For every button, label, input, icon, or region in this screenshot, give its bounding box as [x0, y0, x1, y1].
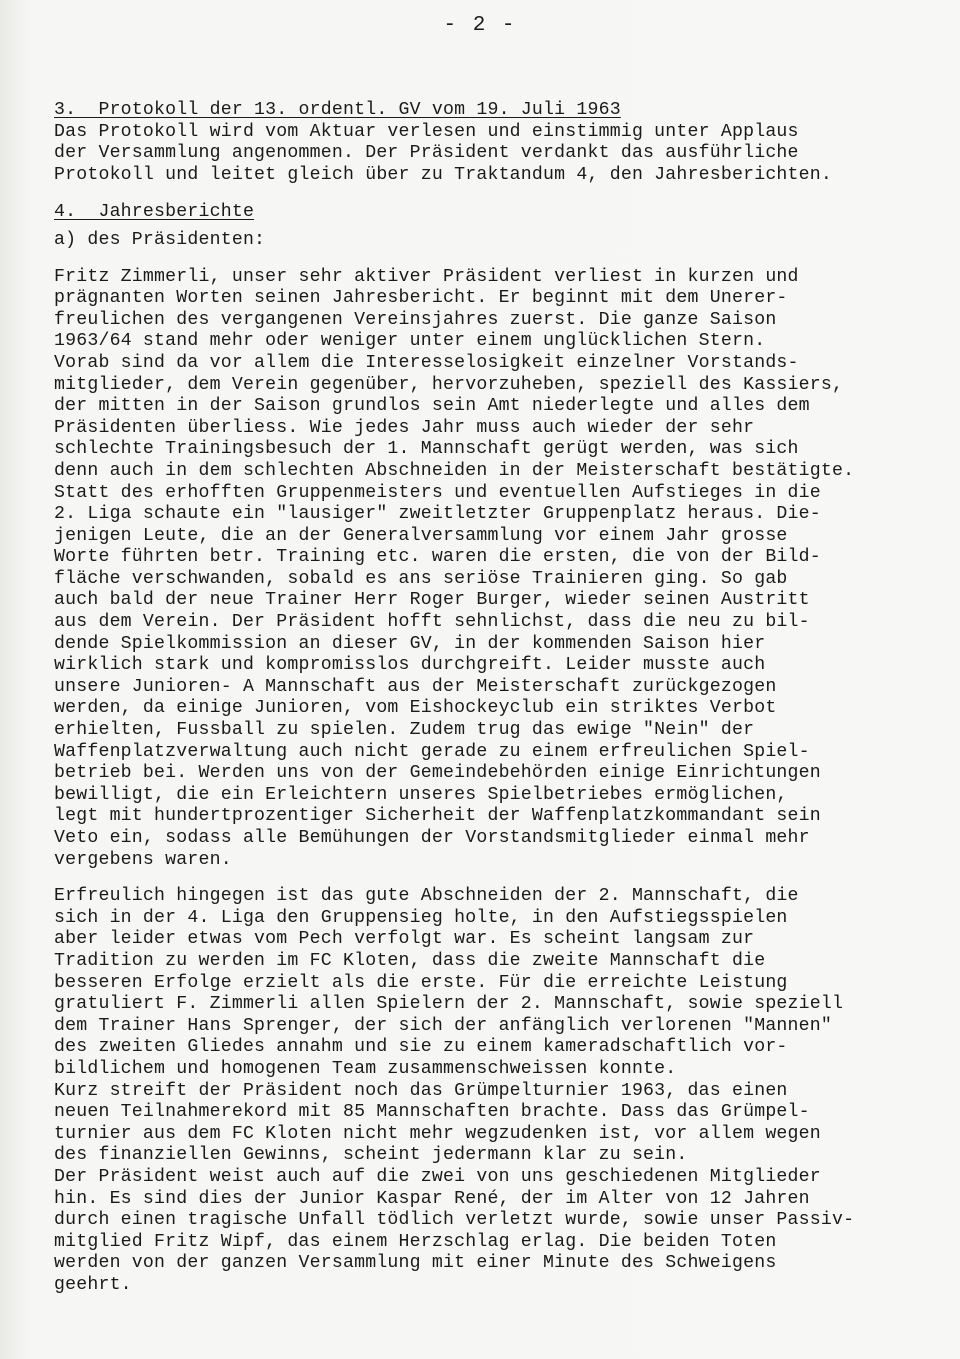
- text-line: Präsidenten überliess. Wie jedes Jahr muss auch wieder der sehr: [54, 417, 755, 438]
- text-line: dende Spielkommission an dieser GV, in der kommenden Saison hier: [54, 633, 766, 654]
- text-line: Protokoll und leitet gleich über zu Traktandum 4, den Jahresberichten.: [54, 164, 832, 185]
- text-line: legt mit hundertprozentiger Sicherheit der Waffenplatzkommandant sein: [54, 806, 821, 827]
- page-number: - 2 -: [443, 14, 517, 37]
- spacer: [54, 186, 944, 202]
- text-line: der Versammlung angenommen. Der Präsident verdankt das ausführliche: [54, 143, 799, 164]
- spacer: [54, 871, 944, 886]
- text-line: Statt des erhofften Gruppenmeisters und eventuellen Aufstieges in die: [54, 482, 821, 503]
- text-line: dem Trainer Hans Sprenger, der sich der anfänglich verlorenen "Mannen": [54, 1015, 832, 1036]
- text-line: der mitten in der Saison grundlos sein Amt niederlegte und alles dem: [54, 396, 810, 417]
- text-line: Worte führten betr. Training etc. waren die ersten, die von der Bild-: [54, 547, 821, 568]
- text-line: bildlichem und homogenen Team zusammenschweissen konnte.: [54, 1058, 677, 1079]
- text-line: mitglied Fritz Wipf, das einem Herzschlag erlag. Die beiden Toten: [54, 1231, 777, 1252]
- text-line: fläche verschwanden, sobald es ans seriöse Trainieren ging. So gab: [54, 568, 788, 589]
- section-4-subheading: a) des Präsidenten:: [54, 229, 266, 250]
- text-line: freulichen des vergangenen Vereinsjahres zuerst. Die ganze Saison: [54, 309, 777, 330]
- text-line: gratuliert F. Zimmerli allen Spielern der 2. Mannschaft, sowie speziell: [54, 994, 844, 1015]
- paragraph-1: [54, 267, 944, 872]
- text-line: wirklich stark und kompromisslos durchgreift. Leider musste auch: [54, 655, 766, 676]
- text-line: werden, da einige Junioren, vom Eishockeyclub ein striktes Verbot: [54, 698, 777, 719]
- text-line: hin. Es sind dies der Junior Kaspar René, der im Alter von 12 Jahren: [54, 1188, 810, 1209]
- text-line: auch bald der neue Trainer Herr Roger Burger, wieder seinen Austritt: [54, 590, 810, 611]
- text-line: des zweiten Gliedes annahm und sie zu einem kameradschaftlich vor-: [54, 1037, 788, 1058]
- text-line: Das Protokoll wird vom Aktuar verlesen und einstimmig unter Applaus: [54, 121, 799, 142]
- text-line: durch einen tragische Unfall tödlich verletzt wurde, sowie unser Passiv-: [54, 1210, 855, 1231]
- text-line: mitglieder, dem Verein gegenüber, hervorzuheben, speziell des Kassiers,: [54, 374, 844, 395]
- text-line: neuen Teilnahmerekord mit 85 Mannschaften brachte. Dass das Grümpel-: [54, 1102, 810, 1123]
- text-line: 2. Liga schaute ein "lausiger" zweitletzter Gruppenplatz heraus. Die-: [54, 504, 821, 525]
- document-body: [54, 100, 944, 1296]
- paragraph-2: [54, 886, 944, 1296]
- text-line: sich in der 4. Liga den Gruppensieg holte, in den Aufstiegsspielen: [54, 907, 788, 928]
- text-line: turnier aus dem FC Kloten nicht mehr wegzudenken ist, vor allem wegen: [54, 1123, 821, 1144]
- text-line: denn auch in dem schlechten Abschneiden in der Meisterschaft bestätigte.: [54, 460, 855, 481]
- section-3-text: [54, 122, 944, 187]
- text-line: erhielten, Fussball zu spielen. Zudem trug das ewige "Nein" der: [54, 720, 755, 741]
- text-line: jenigen Leute, die an der Generalversammlung vor einem Jahr grosse: [54, 525, 788, 546]
- text-line: besseren Erfolge erzielt als die erste. Für die erreichte Leistung: [54, 972, 788, 993]
- text-line: Tradition zu werden im FC Kloten, dass die zweite Mannschaft die: [54, 950, 766, 971]
- text-line: Waffenplatzverwaltung auch nicht gerade zu einem erfreulichen Spiel-: [54, 741, 810, 762]
- text-line: Kurz streift der Präsident noch das Grümpelturnier 1963, das einen: [54, 1080, 788, 1101]
- text-line: Fritz Zimmerli, unser sehr aktiver Präsident verliest in kurzen und: [54, 266, 799, 287]
- text-line: Veto ein, sodass alle Bemühungen der Vorstandsmitglieder einmal mehr: [54, 828, 810, 848]
- section-4-heading: 4. Jahresberichte: [54, 202, 255, 223]
- text-line: betrieb bei. Werden uns von der Gemeindebehörden einige Einrichtungen: [54, 763, 821, 784]
- text-line: geehrt.: [54, 1274, 132, 1295]
- text-line: aus dem Verein. Der Präsident hofft sehnlichst, dass die neu zu bil-: [54, 612, 810, 633]
- text-line: schlechte Trainingsbesuch der 1. Mannschaft gerügt werden, was sich: [54, 439, 799, 460]
- text-line: aber leider etwas vom Pech verfolgt war. Es scheint langsam zur: [54, 929, 755, 950]
- text-line: Vorab sind da vor allem die Interesselosigkeit einzelner Vorstands-: [54, 352, 799, 373]
- section-3-heading: 3. Protokoll der 13. ordentl. GV vom 19. Juli 1963: [54, 100, 621, 120]
- text-line: werden von der ganzen Versammlung mit einer Minute des Schweigens: [54, 1253, 777, 1274]
- spacer: [54, 252, 944, 267]
- text-line: prägnanten Worten seinen Jahresbericht. Er beginnt mit dem Unerer-: [54, 288, 788, 309]
- text-line: des finanziellen Gewinns, scheint jedermann klar zu sein.: [54, 1145, 688, 1166]
- text-line: Erfreulich hingegen ist das gute Abschneiden der 2. Mannschaft, die: [54, 886, 799, 907]
- text-line: bewilligt, die ein Erleichtern unseres Spielbetriebes ermöglichen,: [54, 784, 788, 805]
- text-line: 1963/64 stand mehr oder weniger unter einem unglücklichen Stern.: [54, 331, 766, 352]
- text-line: Der Präsident weist auch auf die zwei von uns geschiedenen Mitglieder: [54, 1166, 821, 1187]
- text-line: vergebens waren.: [54, 849, 232, 870]
- text-line: unsere Junioren- A Mannschaft aus der Meisterschaft zurückgezogen: [54, 676, 777, 697]
